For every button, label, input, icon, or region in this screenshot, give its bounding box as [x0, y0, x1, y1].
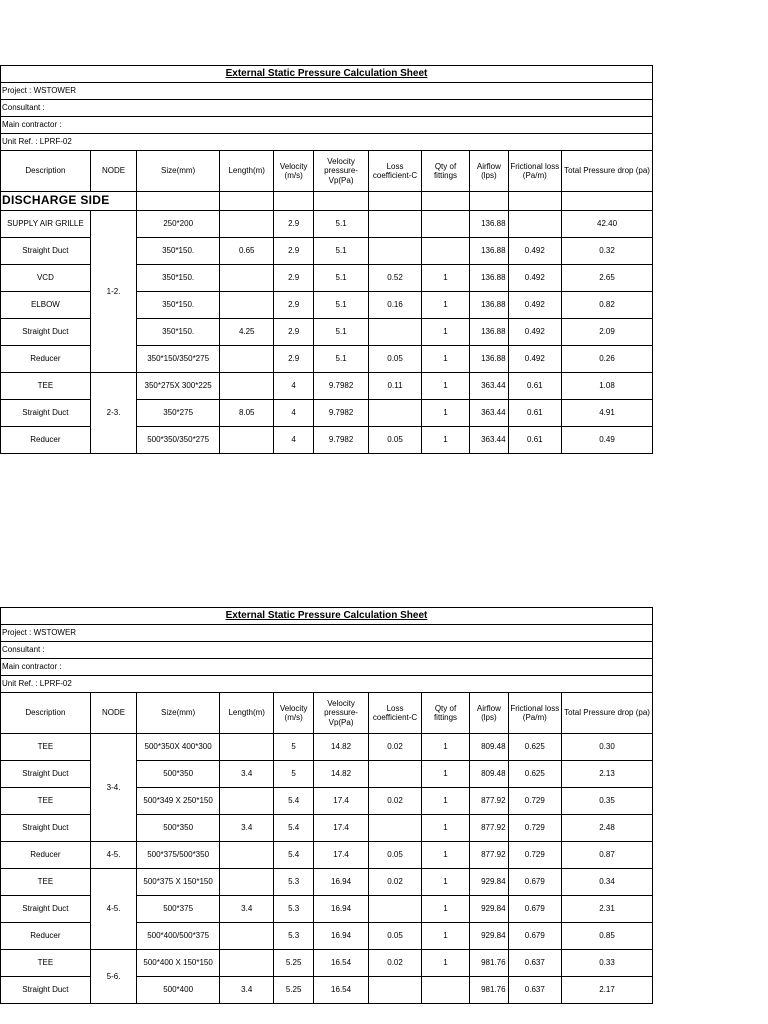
- cell-size: 350*150.: [137, 319, 220, 346]
- cell-total-pressure-drop: 0.85: [562, 923, 653, 950]
- cell-length: 3.4: [219, 977, 273, 1004]
- cell-velocity-pressure: 5.1: [313, 238, 369, 265]
- cell-frictional-loss: 0.729: [508, 842, 561, 869]
- cell-length: [219, 842, 273, 869]
- table-row: [1, 734, 653, 761]
- cell-total-pressure-drop: 0.82: [562, 292, 653, 319]
- cell-velocity-pressure: 5.1: [313, 265, 369, 292]
- cell-velocity-pressure: 17.4: [313, 815, 369, 842]
- table-row: [1, 842, 653, 869]
- cell-frictional-loss: 0.679: [508, 896, 561, 923]
- col-header-description: Description: [1, 693, 91, 734]
- cell-total-pressure-drop: 2.13: [562, 761, 653, 788]
- cell-velocity: 5.25: [274, 977, 313, 1004]
- cell-loss-coefficient: [369, 238, 421, 265]
- cell-length: [219, 346, 273, 373]
- cell-loss-coefficient: 0.05: [369, 923, 421, 950]
- cell-qty: 1: [421, 950, 469, 977]
- cell-description: VCD: [1, 265, 91, 292]
- cell-length: [219, 923, 273, 950]
- cell-airflow: 136.88: [470, 211, 508, 238]
- col-header-node: NODE: [90, 151, 136, 192]
- cell-description: Straight Duct: [1, 319, 91, 346]
- sheet-title: External Static Pressure Calculation Sheet: [1, 608, 653, 625]
- cell-total-pressure-drop: 0.26: [562, 346, 653, 373]
- cell-velocity-pressure: 17.4: [313, 788, 369, 815]
- cell-airflow: 136.88: [470, 319, 508, 346]
- col-header-size: Size(mm): [137, 151, 220, 192]
- cell-velocity-pressure: 17.4: [313, 842, 369, 869]
- cell-qty: 1: [421, 896, 469, 923]
- cell-qty: 1: [421, 923, 469, 950]
- cell-airflow: 136.88: [470, 238, 508, 265]
- cell-velocity: 5.3: [274, 896, 313, 923]
- cell-total-pressure-drop: 0.35: [562, 788, 653, 815]
- cell-frictional-loss: 0.637: [508, 950, 561, 977]
- col-header-total-pressure-drop: Total Pressure drop (pa): [562, 151, 653, 192]
- cell-airflow: 809.48: [470, 761, 508, 788]
- cell-loss-coefficient: 0.16: [369, 292, 421, 319]
- cell-loss-coefficient: [369, 761, 421, 788]
- cell-velocity: 4: [274, 427, 313, 454]
- cell-description: TEE: [1, 950, 91, 977]
- col-header-qty: Qty of fittings: [421, 693, 469, 734]
- cell-velocity: 2.9: [274, 319, 313, 346]
- cell-frictional-loss: 0.61: [508, 400, 561, 427]
- cell-length: [219, 373, 273, 400]
- cell-velocity: 5: [274, 761, 313, 788]
- col-header-airflow: Airflow (lps): [470, 693, 508, 734]
- calc-sheet-2: [0, 607, 653, 1004]
- cell-total-pressure-drop: 2.17: [562, 977, 653, 1004]
- cell-qty: 1: [421, 761, 469, 788]
- cell-velocity-pressure: 16.94: [313, 923, 369, 950]
- cell-qty: 1: [421, 842, 469, 869]
- cell-total-pressure-drop: 2.31: [562, 896, 653, 923]
- cell-description: Straight Duct: [1, 896, 91, 923]
- table-row: [1, 211, 653, 238]
- cell-length: [219, 788, 273, 815]
- project-field: Project : WSTOWER: [1, 625, 653, 642]
- cell-length: [219, 950, 273, 977]
- cell-velocity: 2.9: [274, 265, 313, 292]
- cell-velocity-pressure: 5.1: [313, 346, 369, 373]
- cell-frictional-loss: 0.679: [508, 869, 561, 896]
- cell-frictional-loss: 0.729: [508, 788, 561, 815]
- cell-frictional-loss: 0.492: [508, 292, 561, 319]
- cell-node: 5-6.: [90, 950, 136, 1004]
- header-row: [1, 693, 653, 734]
- consultant-field: Consultant :: [1, 100, 653, 117]
- cell-loss-coefficient: 0.05: [369, 842, 421, 869]
- cell-airflow: 363.44: [470, 373, 508, 400]
- cell-loss-coefficient: 0.02: [369, 869, 421, 896]
- cell-description: Straight Duct: [1, 977, 91, 1004]
- cell-airflow: 981.76: [470, 977, 508, 1004]
- cell-velocity: 2.9: [274, 346, 313, 373]
- cell-description: Straight Duct: [1, 761, 91, 788]
- cell-loss-coefficient: 0.11: [369, 373, 421, 400]
- cell-total-pressure-drop: 0.30: [562, 734, 653, 761]
- col-header-total-pressure-drop: Total Pressure drop (pa): [562, 693, 653, 734]
- cell-qty: 1: [421, 373, 469, 400]
- cell-velocity: 5: [274, 734, 313, 761]
- cell-description: TEE: [1, 869, 91, 896]
- cell-description: TEE: [1, 788, 91, 815]
- cell-loss-coefficient: [369, 977, 421, 1004]
- cell-size: 350*275: [137, 400, 220, 427]
- cell-length: [219, 292, 273, 319]
- unit-ref-field: Unit Ref. : LPRF-02: [1, 676, 653, 693]
- cell-size: 350*275X 300*225: [137, 373, 220, 400]
- cell-velocity-pressure: 5.1: [313, 292, 369, 319]
- cell-description: ELBOW: [1, 292, 91, 319]
- cell-qty: 1: [421, 815, 469, 842]
- col-header-velocity: Velocity (m/s): [274, 151, 313, 192]
- cell-total-pressure-drop: 0.34: [562, 869, 653, 896]
- cell-qty: [421, 238, 469, 265]
- cell-loss-coefficient: 0.05: [369, 427, 421, 454]
- cell-velocity-pressure: 14.82: [313, 734, 369, 761]
- cell-loss-coefficient: [369, 400, 421, 427]
- cell-description: Reducer: [1, 346, 91, 373]
- cell-length: 3.4: [219, 761, 273, 788]
- col-header-velocity-pressure: Velocity pressure-Vp(Pa): [313, 693, 369, 734]
- cell-airflow: 877.92: [470, 815, 508, 842]
- cell-size: 500*400: [137, 977, 220, 1004]
- cell-node: 4-5.: [90, 869, 136, 950]
- cell-node: 4-5.: [90, 842, 136, 869]
- cell-total-pressure-drop: 0.49: [562, 427, 653, 454]
- cell-qty: 1: [421, 400, 469, 427]
- cell-velocity-pressure: 9.7982: [313, 400, 369, 427]
- cell-description: TEE: [1, 734, 91, 761]
- cell-size: 350*150.: [137, 292, 220, 319]
- cell-node: 2-3.: [90, 373, 136, 454]
- cell-description: Reducer: [1, 923, 91, 950]
- cell-velocity-pressure: 16.94: [313, 896, 369, 923]
- cell-total-pressure-drop: 2.48: [562, 815, 653, 842]
- cell-velocity: 5.25: [274, 950, 313, 977]
- cell-loss-coefficient: 0.02: [369, 950, 421, 977]
- cell-velocity-pressure: 16.94: [313, 869, 369, 896]
- cell-size: 350*150.: [137, 265, 220, 292]
- col-header-node: NODE: [90, 693, 136, 734]
- cell-velocity: 4: [274, 373, 313, 400]
- cell-description: SUPPLY AIR GRILLE: [1, 211, 91, 238]
- col-header-loss-coefficient: Loss coefficient-C: [369, 151, 421, 192]
- main-contractor-field: Main contractor :: [1, 117, 653, 134]
- cell-description: Straight Duct: [1, 238, 91, 265]
- table-row: [1, 373, 653, 400]
- cell-frictional-loss: 0.492: [508, 265, 561, 292]
- cell-qty: [421, 977, 469, 1004]
- cell-frictional-loss: 0.492: [508, 346, 561, 373]
- cell-qty: 1: [421, 292, 469, 319]
- cell-description: Reducer: [1, 427, 91, 454]
- col-header-length: Length(m): [219, 693, 273, 734]
- cell-airflow: 809.48: [470, 734, 508, 761]
- consultant-field: Consultant :: [1, 642, 653, 659]
- cell-length: [219, 427, 273, 454]
- calc-sheet-1: [0, 65, 653, 454]
- cell-airflow: 136.88: [470, 265, 508, 292]
- cell-frictional-loss: 0.61: [508, 427, 561, 454]
- cell-airflow: 929.84: [470, 869, 508, 896]
- cell-description: Straight Duct: [1, 400, 91, 427]
- cell-velocity: 5.4: [274, 842, 313, 869]
- cell-size: 500*375 X 150*150: [137, 869, 220, 896]
- col-header-qty: Qty of fittings: [421, 151, 469, 192]
- cell-velocity: 5.4: [274, 788, 313, 815]
- cell-frictional-loss: [508, 211, 561, 238]
- cell-velocity: 5.4: [274, 815, 313, 842]
- cell-loss-coefficient: [369, 211, 421, 238]
- cell-loss-coefficient: [369, 896, 421, 923]
- cell-velocity-pressure: 16.54: [313, 950, 369, 977]
- section-row: [1, 192, 653, 211]
- cell-qty: 1: [421, 346, 469, 373]
- cell-frictional-loss: 0.729: [508, 815, 561, 842]
- cell-velocity: 4: [274, 400, 313, 427]
- cell-total-pressure-drop: 0.33: [562, 950, 653, 977]
- cell-length: [219, 211, 273, 238]
- cell-size: 500*375/500*350: [137, 842, 220, 869]
- cell-airflow: 363.44: [470, 400, 508, 427]
- cell-frictional-loss: 0.637: [508, 977, 561, 1004]
- cell-airflow: 877.92: [470, 788, 508, 815]
- cell-airflow: 136.88: [470, 346, 508, 373]
- cell-velocity-pressure: 5.1: [313, 211, 369, 238]
- col-header-frictional-loss: Frictional loss (Pa/m): [508, 151, 561, 192]
- col-header-length: Length(m): [219, 151, 273, 192]
- cell-loss-coefficient: 0.52: [369, 265, 421, 292]
- cell-velocity: 2.9: [274, 238, 313, 265]
- cell-length: 3.4: [219, 815, 273, 842]
- col-header-velocity: Velocity (m/s): [274, 693, 313, 734]
- table-row: [1, 869, 653, 896]
- cell-loss-coefficient: 0.05: [369, 346, 421, 373]
- cell-qty: 1: [421, 319, 469, 346]
- cell-qty: 1: [421, 734, 469, 761]
- cell-frictional-loss: 0.61: [508, 373, 561, 400]
- cell-size: 500*375: [137, 896, 220, 923]
- cell-airflow: 363.44: [470, 427, 508, 454]
- cell-length: 8.05: [219, 400, 273, 427]
- table-row: [1, 950, 653, 977]
- cell-qty: 1: [421, 869, 469, 896]
- cell-length: 0.65: [219, 238, 273, 265]
- cell-velocity: 2.9: [274, 211, 313, 238]
- cell-loss-coefficient: [369, 815, 421, 842]
- cell-frictional-loss: 0.625: [508, 734, 561, 761]
- cell-velocity-pressure: 9.7982: [313, 427, 369, 454]
- cell-size: 500*400/500*375: [137, 923, 220, 950]
- cell-size: 500*350: [137, 761, 220, 788]
- cell-total-pressure-drop: 42.40: [562, 211, 653, 238]
- col-header-velocity-pressure: Velocity pressure-Vp(Pa): [313, 151, 369, 192]
- cell-size: 250*200: [137, 211, 220, 238]
- cell-loss-coefficient: [369, 319, 421, 346]
- cell-velocity-pressure: 5.1: [313, 319, 369, 346]
- cell-size: 350*150.: [137, 238, 220, 265]
- cell-description: Straight Duct: [1, 815, 91, 842]
- col-header-airflow: Airflow (lps): [470, 151, 508, 192]
- section-label-discharge: DISCHARGE SIDE: [1, 192, 137, 211]
- cell-description: Reducer: [1, 842, 91, 869]
- cell-length: 4.25: [219, 319, 273, 346]
- cell-size: 500*350/350*275: [137, 427, 220, 454]
- cell-loss-coefficient: 0.02: [369, 788, 421, 815]
- cell-airflow: 136.88: [470, 292, 508, 319]
- cell-total-pressure-drop: 0.32: [562, 238, 653, 265]
- cell-total-pressure-drop: 2.09: [562, 319, 653, 346]
- cell-size: 500*350: [137, 815, 220, 842]
- cell-frictional-loss: 0.679: [508, 923, 561, 950]
- cell-description: TEE: [1, 373, 91, 400]
- unit-ref-field: Unit Ref. : LPRF-02: [1, 134, 653, 151]
- cell-size: 500*349 X 250*150: [137, 788, 220, 815]
- cell-qty: 1: [421, 265, 469, 292]
- cell-length: 3.4: [219, 896, 273, 923]
- cell-length: [219, 869, 273, 896]
- cell-velocity: 5.3: [274, 869, 313, 896]
- cell-qty: [421, 211, 469, 238]
- cell-node: 3-4.: [90, 734, 136, 842]
- cell-velocity: 2.9: [274, 292, 313, 319]
- cell-frictional-loss: 0.625: [508, 761, 561, 788]
- cell-total-pressure-drop: 2.65: [562, 265, 653, 292]
- cell-loss-coefficient: 0.02: [369, 734, 421, 761]
- cell-size: 500*400 X 150*150: [137, 950, 220, 977]
- cell-velocity-pressure: 9.7982: [313, 373, 369, 400]
- col-header-loss-coefficient: Loss coefficient-C: [369, 693, 421, 734]
- cell-velocity-pressure: 14.82: [313, 761, 369, 788]
- cell-size: 350*150/350*275: [137, 346, 220, 373]
- project-field: Project : WSTOWER: [1, 83, 653, 100]
- header-row: [1, 151, 653, 192]
- cell-airflow: 877.92: [470, 842, 508, 869]
- main-contractor-field: Main contractor :: [1, 659, 653, 676]
- col-header-size: Size(mm): [137, 693, 220, 734]
- cell-node: 1-2.: [90, 211, 136, 373]
- cell-velocity: 5.3: [274, 923, 313, 950]
- cell-length: [219, 734, 273, 761]
- cell-size: 500*350X 400*300: [137, 734, 220, 761]
- cell-frictional-loss: 0.492: [508, 319, 561, 346]
- sheet-title: External Static Pressure Calculation Sheet: [1, 66, 653, 83]
- cell-frictional-loss: 0.492: [508, 238, 561, 265]
- col-header-description: Description: [1, 151, 91, 192]
- cell-velocity-pressure: 16.54: [313, 977, 369, 1004]
- cell-length: [219, 265, 273, 292]
- cell-qty: 1: [421, 788, 469, 815]
- cell-airflow: 981.76: [470, 950, 508, 977]
- col-header-frictional-loss: Frictional loss (Pa/m): [508, 693, 561, 734]
- cell-total-pressure-drop: 0.87: [562, 842, 653, 869]
- cell-total-pressure-drop: 1.08: [562, 373, 653, 400]
- cell-total-pressure-drop: 4.91: [562, 400, 653, 427]
- cell-airflow: 929.84: [470, 896, 508, 923]
- cell-airflow: 929.84: [470, 923, 508, 950]
- cell-qty: 1: [421, 427, 469, 454]
